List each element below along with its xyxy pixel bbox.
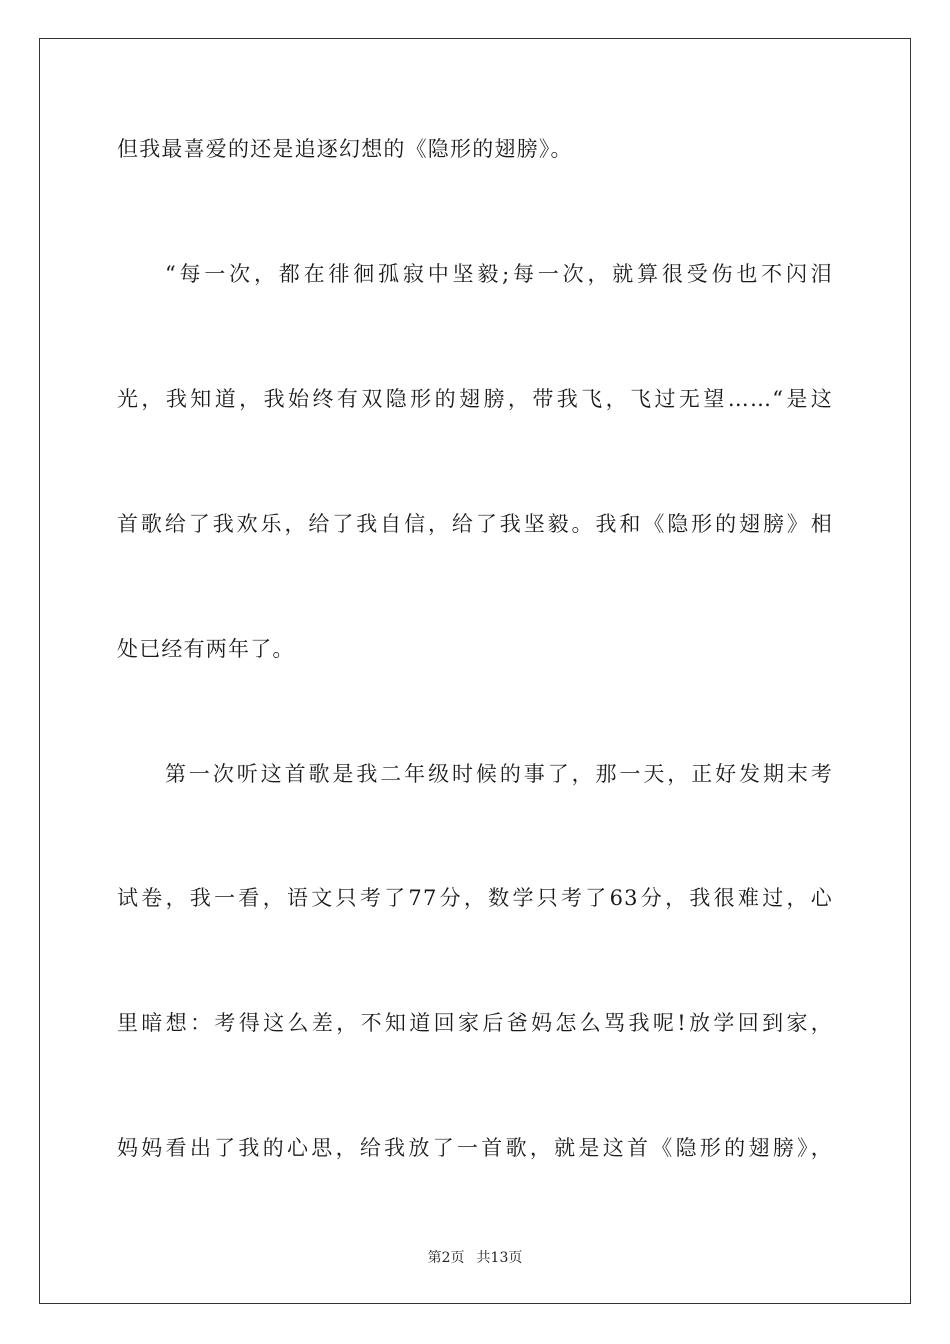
text-line-2: “每一次，都在徘徊孤寂中坚毅;每一次，就算很受伤也不闪泪	[165, 262, 833, 286]
text-line-4: 首歌给了我欢乐，给了我自信，给了我坚毅。我和《隐形的翅膀》相	[117, 512, 833, 536]
text-line-5: 处已经有两年了。	[117, 637, 295, 661]
total-pages: 共13页	[476, 1250, 523, 1266]
text-line-9: 妈妈看出了我的心思，给我放了一首歌，就是这首《隐形的翅膀》，	[117, 1136, 833, 1160]
text-line-7: 试卷，我一看，语文只考了77分，数学只考了63分，我很难过，心	[117, 886, 833, 910]
text-line-3: 光，我知道，我始终有双隐形的翅膀，带我飞，飞过无望……“是这	[117, 387, 833, 411]
text-line-8: 里暗想：考得这么差，不知道回家后爸妈怎么骂我呢!放学回到家，	[117, 1011, 833, 1035]
page-footer	[0, 1248, 950, 1268]
page-border	[39, 38, 911, 1304]
text-line-6: 第一次听这首歌是我二年级时候的事了，那一天，正好发期末考	[165, 762, 833, 786]
page-number: 第2页	[427, 1250, 465, 1266]
text-line-1: 但我最喜爱的还是追逐幻想的《隐形的翅膀》。	[117, 137, 573, 161]
